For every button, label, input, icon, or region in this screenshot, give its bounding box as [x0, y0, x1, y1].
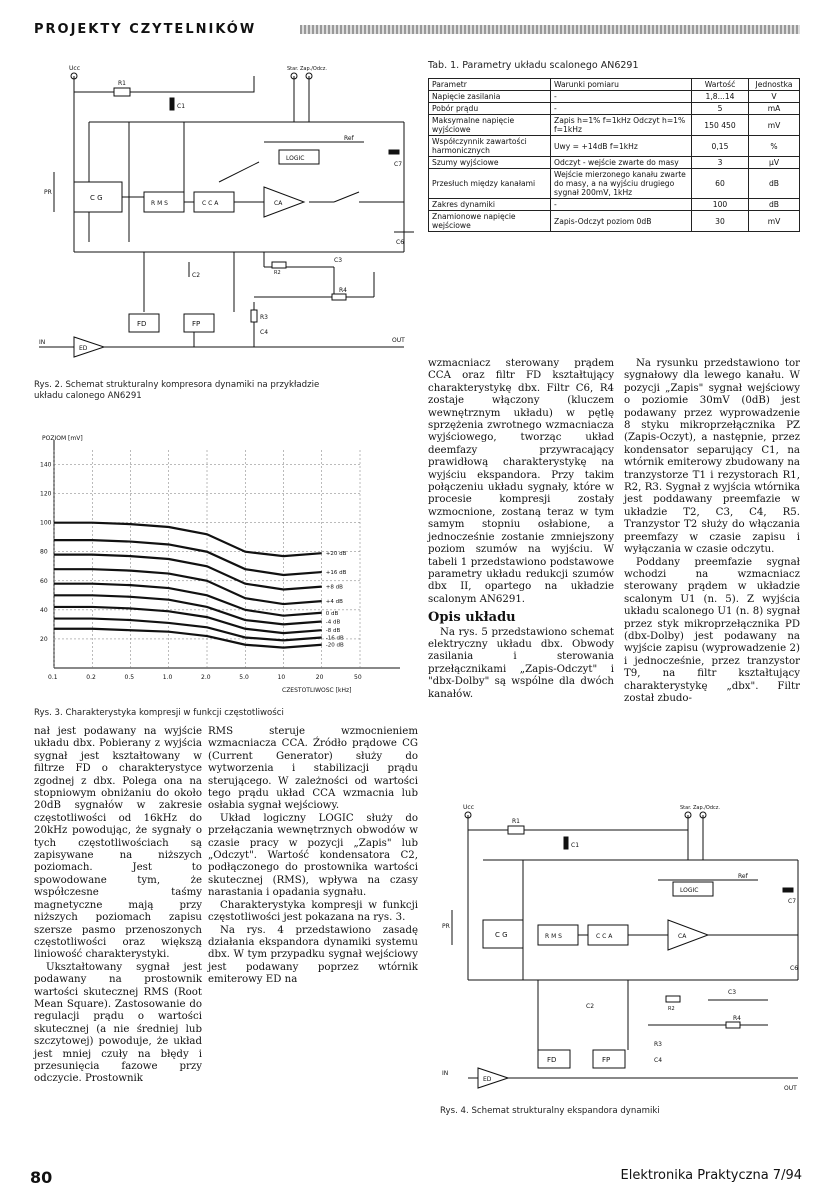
- table-row: [429, 136, 800, 157]
- fig4-label-ref: Ref: [738, 873, 748, 880]
- fig2-label-c4: C4: [260, 329, 269, 336]
- table-row: [429, 91, 800, 103]
- fig3-series-label: -4 dB: [325, 619, 341, 626]
- fig2-label-r3: R3: [260, 314, 268, 321]
- table-header-cell: Parametr: [429, 79, 551, 91]
- table-header-row: [429, 79, 800, 91]
- fig2-ed: ED: [79, 345, 88, 352]
- fig3-grid: [54, 440, 400, 668]
- fig2-label-ucc: Ucc: [69, 65, 80, 72]
- table-cell: Napięcie zasilania: [429, 91, 551, 103]
- fig2-label-out: OUT: [392, 337, 405, 344]
- fig3-xtick: 5.0: [239, 674, 249, 681]
- fig3-xtick: 0.5: [124, 674, 135, 681]
- table-cell: mV: [749, 115, 800, 136]
- fig2-label-ref: Ref: [344, 135, 354, 142]
- table-cell: Szumy wyjściowe: [429, 157, 551, 169]
- fig3-ticks: [40, 462, 362, 681]
- column-d-p1: Na rysunku przedstawiono tor sygnałowy dla lewego kanału. W pozycji „Zapis" sygnał wejściowy o poziomie 30mV (0dB) jest podawany przez wyprowadzenie 8 styku mikroprzełącznika PZ (Zapis-Oczyt), a następnie, przez kondensator separujący C1, na wtórnik emiterowy zbudowany na tranzystorze T1 i rezystorach R1, R2, R3. Sygnał z wyjścia wtórnika jest poddawany preemfazie w układzie T2, C3, C4, R5. Tranzystor T2 służy do włączania preemfazy w czasie zapisu i wyłączania w czasie odczytu.: [624, 358, 800, 556]
- fig4-label-r2: R2: [668, 1006, 675, 1012]
- fig3-xtick: 20: [315, 674, 324, 681]
- table-header-cell: Jednostka: [749, 79, 800, 91]
- table-cell: Wejście mierzonego kanału zwarte do masy, a na wyjściu drugiego sygnał 200mV, 1kHz: [551, 169, 692, 199]
- table-title: Tab. 1. Parametry układu scalonego AN6291: [428, 60, 639, 71]
- fig3-series-label: +8 dB: [325, 584, 343, 591]
- fig4-cca: C C A: [596, 933, 613, 940]
- fig4-label-c2: C2: [586, 1003, 595, 1010]
- table-header-cell: Wartość: [692, 79, 749, 91]
- table-cell: -: [551, 91, 692, 103]
- fig3-xtick: 50: [354, 674, 362, 681]
- fig3-xtick: 0.2: [86, 674, 96, 681]
- fig2-cg: C G: [90, 194, 103, 202]
- fig3-ytick: 40: [40, 606, 48, 614]
- fig4-label-c1: C1: [571, 842, 580, 849]
- table-cell: V: [749, 91, 800, 103]
- table-cell: Zapis h=1% f=1kHz Odczyt h=1% f=1kHz: [551, 115, 692, 136]
- fig4-label-pr: PR: [442, 923, 450, 930]
- fig2-label-c6: C6: [396, 239, 405, 246]
- column-b-p4: Na rys. 4 przedstawiono zasadę działania ekspandora dynamiki systemu dbx. W tym przypadku sygnał wejściowy jest podawany poprzez wtórnik emiterowy ED na: [208, 924, 418, 986]
- column-c: [428, 358, 614, 701]
- fig2-label-c1: C1: [177, 103, 186, 110]
- table-cell: μV: [749, 157, 800, 169]
- fig4-label-c3: C3: [728, 989, 737, 996]
- column-d-p2: Poddany preemfazie sygnał wchodzi na wzmacniacz sterowany prądem w układzie scalonym U1 (n. 5). Z wyjścia układu scalonego U1 (n. 8) sygnał przez styk mikroprzełącznika PD (dbx-Dolby) jest podawany na wyjście zapisu (wyprowadzenie 2) i jednocześnie, przez tranzystor T9, na filtr kształtujący charakterystykę „dbx". Filtr został zbudo-: [624, 556, 800, 704]
- fig3-series-label: 0 dB: [325, 610, 339, 617]
- parameters-table: [428, 78, 800, 232]
- table-cell: Zakres dynamiki: [429, 199, 551, 211]
- table-cell: dB: [749, 199, 800, 211]
- fig2-label-r2: R2: [274, 270, 281, 276]
- fig4-rms: R M S: [545, 933, 562, 940]
- fig4-cg: C G: [495, 931, 508, 939]
- table-cell: 30: [692, 211, 749, 232]
- fig2-label-r4: R4: [339, 287, 347, 294]
- table-cell: 5: [692, 103, 749, 115]
- fig2-logic: LOGIC: [286, 155, 305, 162]
- fig3-ytick: 100: [40, 519, 52, 527]
- fig3-xtick: 0.1: [48, 674, 58, 681]
- column-c-p1: wzmacniacz sterowany prądem CCA oraz filtr FD kształtujący charakterystykę dbx. Filtr C6, R4 zostaje włączony (kluczem wewnętrznym układu) w pętlę sprzężenia zwrotnego wzmacniacza wyjściowego, tworząc układ deemfazy przywracający prawidłową charakterystykę na wyjściu ekspandora. Przy takim połączeniu układu sygnały, które w procesie kompresji zostały wzmocnione, zostaną teraz w tym samym stopniu osłabione, a jednocześnie zostanie zmniejszony poziom szumów na wyjściu. W tabeli 1 przedstawiono podstawowe parametry układu redukcji szumów dbx II, opartego na układzie scalonym AN6291.: [428, 358, 614, 605]
- fig4-label-r3: R3: [654, 1041, 662, 1048]
- column-a-p1: nał jest podawany na wyjście układu dbx. Pobierany z wyjścia sygnał jest kształtowany w filtrze FD o charakterystyce zgodnej z dbx. Polega ona na stopniowym obniżaniu do około 20dB sygnałów w zakresie częstotliwości od 16kHz do 20kHz powodując, że sygnały o tych częstotliwościach są zapisywane na niższych poziomach. Jest to spowodowane tym, że współczesne taśmy magnetyczne mają przy niższych poziomach zapisu szersze pasmo przenoszonych częstotliwości oraz większą liniowość charakterystyki.: [34, 726, 202, 961]
- fig4-label-in: IN: [442, 1070, 449, 1077]
- fig4-fp: FP: [602, 1056, 611, 1064]
- fig3-series-label: -8 dB: [325, 628, 341, 635]
- table-header-cell: Warunki pomiaru: [551, 79, 692, 91]
- fig3-series-label: -20 dB: [325, 642, 344, 649]
- fig2-rms: R M S: [151, 200, 168, 207]
- fig4-label-out: OUT: [784, 1085, 797, 1092]
- fig3-xtick: 2.0: [201, 674, 211, 681]
- fig4-label-r1: R1: [512, 818, 520, 825]
- column-d: [624, 358, 800, 705]
- column-a-p2: Ukształtowany sygnał jest podawany na prostownik wartości skutecznej RMS (Root Mean Square). Zastosowanie do regulacji prądu o wartości skutecznej (a nie średniej lub szczytowej) powoduje, że układ jest mniej czuły na błędy i przesunięcia fazowe przy odczycie. Prostownik: [34, 961, 202, 1085]
- table-row: [429, 169, 800, 199]
- fig4-logic: LOGIC: [680, 887, 699, 894]
- magazine-footer: Elektronika Praktyczna 7/94: [620, 1168, 802, 1183]
- table-cell: dB: [749, 169, 800, 199]
- fig2-caption: Rys. 2. Schemat strukturalny kompresora dynamiki na przykładzie układu calonego AN6291: [34, 380, 320, 401]
- fig2-ca: CA: [274, 200, 283, 207]
- column-b-p3: Charakterystyka kompresji w funkcji częstotliwości jest pokazana na rys. 3.: [208, 899, 418, 924]
- fig3-ytick: 140: [40, 461, 52, 469]
- fig2-wires: [74, 76, 404, 347]
- table-row: [429, 211, 800, 232]
- table-cell: 0,15: [692, 136, 749, 157]
- fig2-fd: FD: [137, 320, 147, 328]
- fig3-series-label: +4 dB: [325, 599, 343, 606]
- fig4-ed: ED: [483, 1076, 492, 1083]
- table-cell: 100: [692, 199, 749, 211]
- table-row: [429, 157, 800, 169]
- fig3-ytick: 20: [40, 635, 48, 643]
- fig4-fd: FD: [547, 1056, 557, 1064]
- fig3-series-label: +16 dB: [325, 570, 347, 577]
- fig4-ca: CA: [678, 933, 687, 940]
- table-cell: Przesłuch między kanałami: [429, 169, 551, 199]
- table-cell: mA: [749, 103, 800, 115]
- fig2-label-r1: R1: [118, 80, 126, 87]
- table-cell: mV: [749, 211, 800, 232]
- fig2-cca: C C A: [202, 200, 219, 207]
- section-title: Opis układu: [428, 610, 516, 626]
- fig2-schematic: [34, 62, 418, 374]
- fig2-label-c7: C7: [394, 161, 403, 168]
- fig3-series-label: +20 dB: [325, 551, 347, 558]
- table-cell: -: [551, 199, 692, 211]
- fig2-label-in: IN: [39, 339, 46, 346]
- fig4-label-ucc: Ucc: [463, 804, 474, 811]
- fig4-label-c4: C4: [654, 1057, 663, 1064]
- table-cell: %: [749, 136, 800, 157]
- fig3-ytick: 120: [40, 490, 52, 498]
- table-cell: Zapis-Odczyt poziom 0dB: [551, 211, 692, 232]
- table-cell: -: [551, 103, 692, 115]
- table-cell: 150 450: [692, 115, 749, 136]
- fig4-label-c6: C6: [790, 965, 799, 972]
- fig3-chart: [20, 430, 420, 700]
- column-b-p2: Układ logiczny LOGIC służy do przełączania wewnętrznych obwodów w czasie pracy w pozycji „Zapis" lub „Odczyt". Wartość kondensatora C2, podłączonego do prostownika wartości skutecznej (RMS), wpływa na czasy narastania i opadania sygnału.: [208, 812, 418, 899]
- table-body: [429, 91, 800, 232]
- fig2-fp: FP: [192, 320, 201, 328]
- column-c-p2: Na rys. 5 przedstawiono schemat elektryczny układu dbx. Obwody zasilania i sterowania przełącznikami „Zapis-Odczyt" i "dbx-Dolby" są wspólne dla dwóch kanałów.: [428, 626, 614, 700]
- table-cell: Pobór prądu: [429, 103, 551, 115]
- header-bar: [300, 25, 800, 34]
- fig3-xtick: 10: [277, 674, 286, 681]
- fig3-xlabel: CZESTOTLIWOSC [kHz]: [282, 687, 352, 694]
- table-cell: Uwy = +14dB f=1kHz: [551, 136, 692, 157]
- table-row: [429, 199, 800, 211]
- table-cell: Współczynnik zawartości harmonicznych: [429, 136, 551, 157]
- table-row: [429, 103, 800, 115]
- fig2-label-pr: PR: [44, 189, 52, 196]
- table-row: [429, 115, 800, 136]
- column-b: [208, 726, 418, 987]
- fig3-lines: [54, 523, 347, 649]
- column-a: [34, 726, 202, 1086]
- table-cell: 1,8...14: [692, 91, 749, 103]
- fig3-ylabel: POZIOM [mV]: [42, 435, 83, 442]
- running-header: PROJEKTY CZYTELNIKÓW: [34, 22, 257, 37]
- table-cell: Maksymalne napięcie wyjściowe: [429, 115, 551, 136]
- table-cell: 60: [692, 169, 749, 199]
- table-cell: 3: [692, 157, 749, 169]
- fig2-label-star: Star. Zap./Odcz.: [287, 66, 327, 72]
- fig3-series-line: [54, 629, 322, 648]
- column-b-p1: RMS steruje wzmocnieniem wzmacniacza CCA. Źródło prądowe CG (Current Generator) służy do wytworzenia i stabilizacji prądu sterującego. W zależności od wartości tego prądu układ CCA wzmacnia lub osłabia sygnał wejściowy.: [208, 726, 418, 812]
- fig4-label-c7: C7: [788, 898, 797, 905]
- fig4-label-r4: R4: [733, 1015, 741, 1022]
- fig2-label-c2: C2: [192, 272, 201, 279]
- fig4-caption: Rys. 4. Schemat strukturalny ekspandora dynamiki: [440, 1106, 660, 1116]
- fig4-label-star: Star. Zap./Odcz.: [680, 805, 720, 811]
- table-cell: Odczyt - wejście zwarte do masy: [551, 157, 692, 169]
- fig3-caption: Rys. 3. Charakterystyka kompresji w funkcji częstotliwości: [34, 708, 284, 718]
- fig2-label-c3: C3: [334, 257, 343, 264]
- fig3-series-label: -16 dB: [325, 635, 344, 642]
- fig4-schematic: [428, 800, 804, 1096]
- fig3-xtick: 1.0: [162, 674, 173, 681]
- table-cell: Znamionowe napięcie wejściowe: [429, 211, 551, 232]
- page-number: 80: [30, 1168, 53, 1187]
- fig3-ytick: 60: [40, 577, 48, 585]
- fig3-ytick: 80: [40, 548, 48, 556]
